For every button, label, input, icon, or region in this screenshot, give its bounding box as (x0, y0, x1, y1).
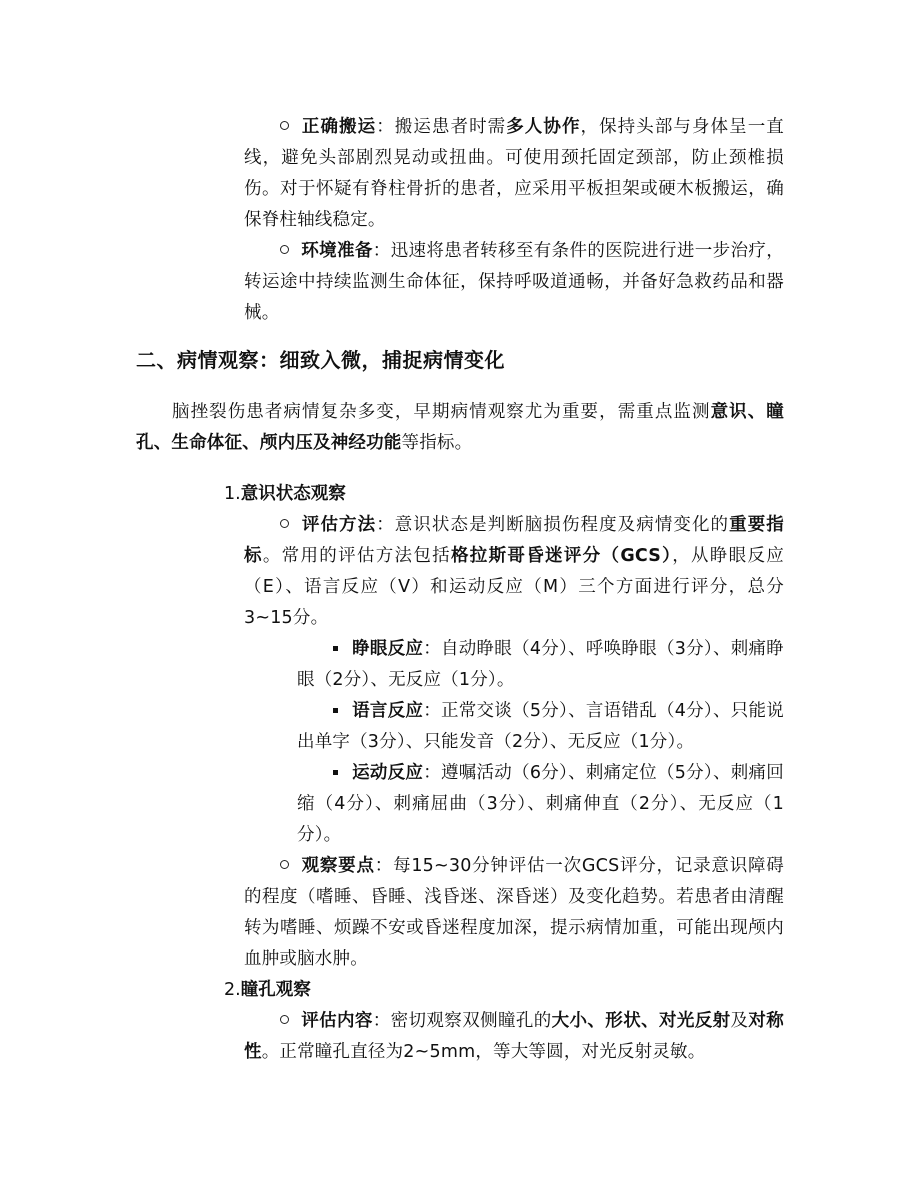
method-paragraph: 评估方法：意识状态是判断脑损伤程度及病情变化的重要指标。常用的评估方法包括格拉斯哥昏迷评分（GCS），从睁眼反应（E）、语言反应（V）和运动反应（M）三个方面进行评分，总分3~15分。 (244, 515, 785, 628)
circle-bullet-icon (280, 519, 289, 528)
square-bullet-icon (333, 708, 338, 713)
intro-strong: 意识、瞳孔、生命体征、颅内压及神经功能 (136, 402, 784, 453)
circle-bullet-icon (280, 121, 289, 130)
item2-heading: 2.瞳孔观察 (224, 980, 311, 1000)
transport-strong: 多人协作 (506, 117, 581, 137)
motor-label: 运动反应 (352, 763, 424, 783)
circle-bullet-icon (280, 1015, 289, 1024)
environment-paragraph: 环境准备：迅速将患者转移至有条件的医院进行进一步治疗，转运途中持续监测生命体征，保持呼吸道通畅，并备好急救药品和器械。 (244, 241, 784, 323)
circle-bullet-icon (280, 245, 289, 254)
verbal-label: 语言反应 (352, 701, 424, 721)
pupil-content-label: 评估内容 (301, 1011, 373, 1031)
verbal-response-paragraph: 语言反应：正常交谈（5分）、言语错乱（4分）、只能说出单字（3分）、只能发音（2分）、无反应（1分）。 (297, 701, 784, 752)
pupil-content-paragraph: 评估内容：密切观察双侧瞳孔的大小、形状、对光反射及对称性。正常瞳孔直径为2~5mm，等大等圆，对光反射灵敏。 (244, 1011, 784, 1062)
eye-response-paragraph: 睁眼反应：自动睁眼（4分）、呼唤睁眼（3分）、刺痛睁眼（2分）、无反应（1分）。 (297, 639, 784, 690)
circle-bullet-icon (280, 860, 289, 869)
transport-paragraph: 正确搬运：搬运患者时需多人协作，保持头部与身体呈一直线，避免头部剧烈晃动或扭曲。可使用颈托固定颈部，防止颈椎损伤。对于怀疑有脊柱骨折的患者，应采用平板担架或硬木板搬运，确保脊柱轴线稳定。 (244, 117, 784, 230)
environment-label: 环境准备 (301, 241, 373, 261)
motor-response-paragraph: 运动反应：遵嘱活动（6分）、刺痛定位（5分）、刺痛回缩（4分）、刺痛屈曲（3分）、刺痛伸直（2分）、无反应（1分）。 (297, 763, 784, 845)
item1-heading: 1.意识状态观察 (224, 484, 346, 504)
intro-paragraph: 脑挫裂伤患者病情复杂多变，早期病情观察尤为重要，需重点监测意识、瞳孔、生命体征、颅内压及神经功能等指标。 (136, 402, 784, 453)
observation-points-paragraph: 观察要点：每15~30分钟评估一次GCS评分，记录意识障碍的程度（嗜睡、昏睡、浅昏迷、深昏迷）及变化趋势。若患者由清醒转为嗜睡、烦躁不安或昏迷程度加深，提示病情加重，可能出现颅内血肿或脑水肿。 (244, 856, 784, 969)
square-bullet-icon (333, 646, 338, 651)
transport-label: 正确搬运 (301, 117, 377, 137)
method-label: 评估方法 (301, 515, 377, 535)
section-heading: 二、病情观察：细致入微，捕捉病情变化 (136, 348, 505, 372)
square-bullet-icon (333, 770, 338, 775)
points-label: 观察要点 (301, 856, 375, 876)
eye-label: 睁眼反应 (352, 639, 424, 659)
